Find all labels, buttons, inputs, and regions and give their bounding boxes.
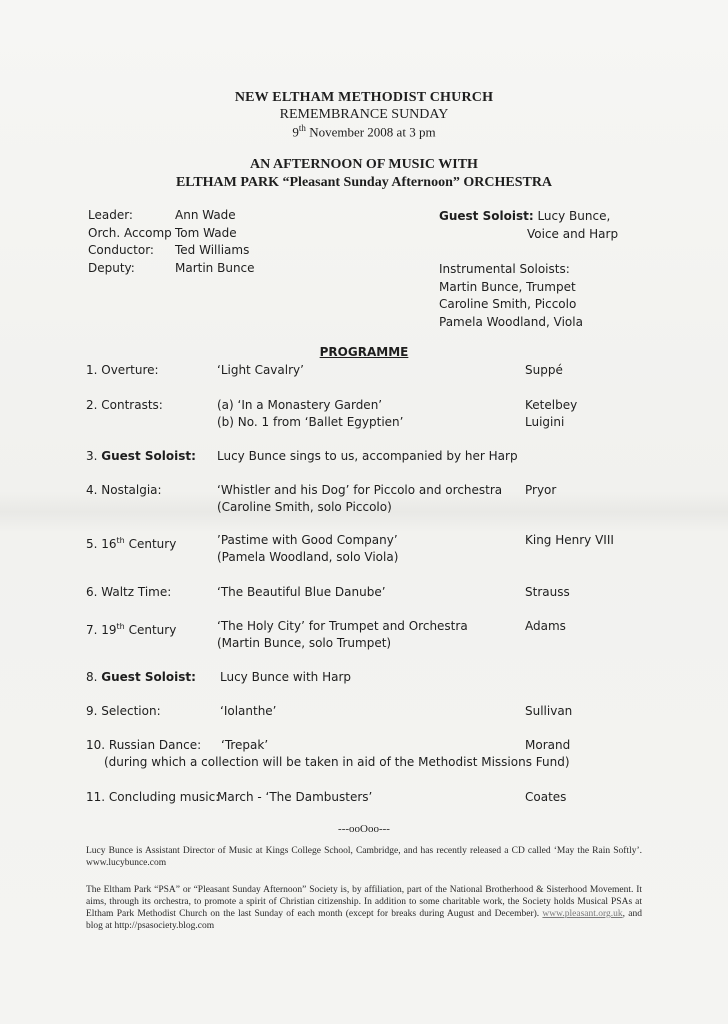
guest-soloist: Guest Soloist: Lucy Bunce, Voice and Harp: [439, 209, 619, 241]
event-date: 9th November 2008 at 3 pm: [292, 123, 436, 140]
event-title-line2: ELTHAM PARK “Pleasant Sunday Afternoon” ORCHESTRA: [175, 175, 553, 190]
website-link[interactable]: www.pleasant.org.uk: [542, 909, 623, 919]
staff-row: Conductor: Ted Williams: [88, 243, 250, 257]
staff-row: Leader: Ann Wade: [88, 208, 236, 222]
instrumental-label: Instrumental Soloists:: [439, 262, 570, 276]
soloist: Martin Bunce, Trumpet: [439, 279, 576, 294]
staff-row: Deputy: Martin Bunce: [88, 260, 255, 275]
guest-soloist-label: Guest Soloist:: [439, 209, 534, 223]
soloist: Pamela Woodland, Viola: [439, 314, 583, 329]
event-title-line1: AN AFTERNOON OF MUSIC WITH: [250, 157, 478, 172]
programme-item-note: (during which a collection will be taken in aid of the Methodist Missions Fund): [104, 755, 570, 769]
instrumental-soloists: [439, 261, 583, 331]
church-name: NEW ELTHAM METHODIST CHURCH: [234, 90, 494, 105]
programme-heading: PROGRAMME: [319, 345, 409, 359]
occasion: REMEMBRANCE SUNDAY: [279, 107, 449, 122]
programme-sheet: NEW ELTHAM METHODIST CHURCH REMEMBRANCE SUNDAY 9th November 2008 at 3 pm AN AFTERNOON OF MUSIC WITH ELTHAM PARK “Pleasant Sunday Afternoon” ORCHESTRA Leader: Ann Wade Orch. Accomp Tom Wade Conductor: Ted Williams Deputy: Martin Bunce Guest Soloist: Lucy Bunce, Voice and Harp Instrumental Soloists: Martin Bunce, Trumpet Caroline Smith, Piccolo Pamela Woodland, Viola PROGRAMME 1. Overture: ‘Light Cavalry’ Suppé 2. Contrasts: (a) ‘In a Monastery Garden’ Ketelbey (b) No. 1 from ‘Ballet Egyptien’ Luigini 3. Guest Soloist: Lucy Bunce sings to us, accompanied by her Harp 4. Nostalgia: ‘Whistler and his Dog’ for Piccolo and orchestra Pryor (Caroline Smith, solo Piccolo) 5. 16th Century ’Pastime with Good Company’ King Henry VIII (Pamela Woodland, solo Viola) 6. Waltz Time: ‘The Beautiful Blue Danube’ Strauss 7. 19th Century ‘The Holy City’ for Trumpet and Orchestra Adams (Martin Bunce, solo Trumpet) 8. Guest Soloist: Lucy Bunce with Harp 9. Selection: ‘Iolanthe’ Sullivan 10. Russian Dance: ‘Trepak’ Morand (during which a collection will be taken in aid of the Methodist Missions Fund) 11. Concluding music: March - ‘The Dambusters’ Coates ---ooOoo--- Lucy Bunce is Assistant Director of Music at Kings College School, Cambridge, and has recently released a CD called ‘May the Rain Softly’. www.lucybunce.com The Eltham Park “PSA” or “Pleasant Sunday Afternoon” Society is, by affiliation, part of the National Brotherhood & Sisterhood Movement. It aims, through its orchestra, to promote a spirit of Christian citizenship. In addition to some charitable work, the Society holds Musical PSAs at Eltham Park Methodist Church on the last Sunday of each month (except for breaks during August and December). www.pleasant.org.uk, and blog at http://psasociety.blog.com: [0, 0, 728, 1024]
society-note: The Eltham Park “PSA” or “Pleasant Sunday Afternoon” Society is, by affiliation, part of the National Brotherhood & Sisterhood Movement. It aims, through its orchestra, to promote a spirit of Christian citizenship. In addition to some charitable work, the Society holds Musical PSAs at Eltham Park Methodist Church on the last Sunday of each month (except for breaks during August and December). www.pleasant.org.uk, and blog at http://psasociety.blog.com: [86, 885, 643, 931]
soloist-note: Lucy Bunce is Assistant Director of Music at Kings College School, Cambridge, and has recently released a CD called ‘May the Rain Softly’. www.lucybunce.com: [86, 846, 642, 868]
separator: ---ooOoo---: [338, 823, 390, 835]
soloist: Caroline Smith, Piccolo: [439, 297, 577, 311]
staff-list: [88, 207, 255, 277]
staff-row: Orch. Accomp Tom Wade: [88, 225, 237, 240]
